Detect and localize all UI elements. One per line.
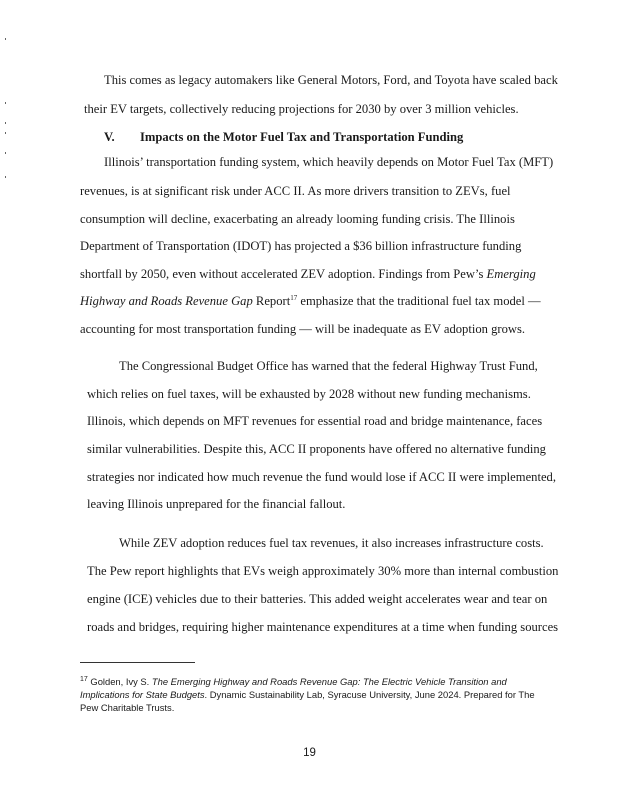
scan-mark: [5, 152, 6, 154]
body-line: strategies nor indicated how much revenue the fund would lose if ACC II were implemented,: [87, 470, 556, 484]
scan-mark: [5, 132, 6, 134]
body-line: consumption will decline, exacerbating an already looming funding crisis. The Illinois: [80, 212, 515, 226]
body-line: While ZEV adoption reduces fuel tax revenues, it also increases infrastructure costs.: [119, 536, 544, 550]
footnote-line: [80, 676, 507, 688]
body-line: Department of Transportation (IDOT) has projected a $36 billion infrastructure funding: [80, 239, 522, 253]
body-line: The Pew report highlights that EVs weigh approximately 30% more than internal combustion: [87, 564, 559, 578]
footnote-reference[interactable]: 17: [290, 293, 298, 302]
body-line: engine (ICE) vehicles due to their batteries. This added weight accelerates wear and tear on: [87, 592, 548, 606]
body-line: accounting for most transportation funding — will be inadequate as EV adoption grows.: [80, 322, 526, 336]
emphasis-text: Implications for State Budgets: [80, 689, 205, 700]
text-span: Report: [252, 294, 291, 308]
scan-mark: [5, 176, 6, 178]
body-line: Illinois’ transportation funding system, which heavily depends on Motor Fuel Tax (MFT): [104, 155, 554, 169]
body-line: similar vulnerabilities. Despite this, ACC II proponents have offered no alternative funding: [87, 442, 546, 456]
footnote-number: 17: [80, 675, 88, 683]
body-line: [80, 266, 536, 282]
scan-mark: [5, 122, 6, 124]
body-line: which relies on fuel taxes, will be exhausted by 2028 without new funding mechanisms.: [87, 387, 531, 401]
body-line: revenues, is at significant risk under ACC II. As more drivers transition to ZEVs, fuel: [80, 184, 511, 198]
footnote-line: Pew Charitable Trusts.: [80, 702, 175, 713]
text-span: shortfall by 2050, even without accelerated ZEV adoption. Findings from Pew’s: [80, 267, 487, 281]
emphasis-text: Highway and Roads Revenue Gap: [80, 294, 253, 308]
text-span: . Dynamic Sustainability Lab, Syracuse University, June 2024. Prepared for The: [204, 689, 535, 700]
footnote-divider: [80, 662, 195, 663]
section-number: V.: [104, 130, 115, 144]
body-line: This comes as legacy automakers like General Motors, Ford, and Toyota have scaled back: [104, 73, 558, 87]
section-heading: Impacts on the Motor Fuel Tax and Transportation Funding: [140, 130, 464, 144]
body-line: leaving Illinois unprepared for the financial fallout.: [87, 497, 346, 511]
page-number: 19: [303, 747, 316, 759]
text-span: Golden, Ivy S.: [87, 676, 152, 687]
body-line: The Congressional Budget Office has warned that the federal Highway Trust Fund,: [119, 359, 538, 373]
scan-mark: [5, 102, 6, 104]
body-line: Illinois, which depends on MFT revenues for essential road and bridge maintenance, faces: [87, 414, 543, 428]
scan-mark: [5, 38, 6, 40]
text-span: emphasize that the traditional fuel tax model —: [297, 294, 541, 308]
emphasis-text: The Emerging Highway and Roads Revenue Gap: The Electric Vehicle Transition and: [151, 676, 507, 687]
body-line: [80, 293, 541, 309]
body-line: roads and bridges, requiring higher maintenance expenditures at a time when funding sources: [87, 620, 559, 634]
body-line: their EV targets, collectively reducing projections for 2030 by over 3 million vehicles.: [84, 102, 519, 116]
footnote-line: [80, 689, 535, 701]
emphasis-text: Emerging: [486, 267, 536, 281]
